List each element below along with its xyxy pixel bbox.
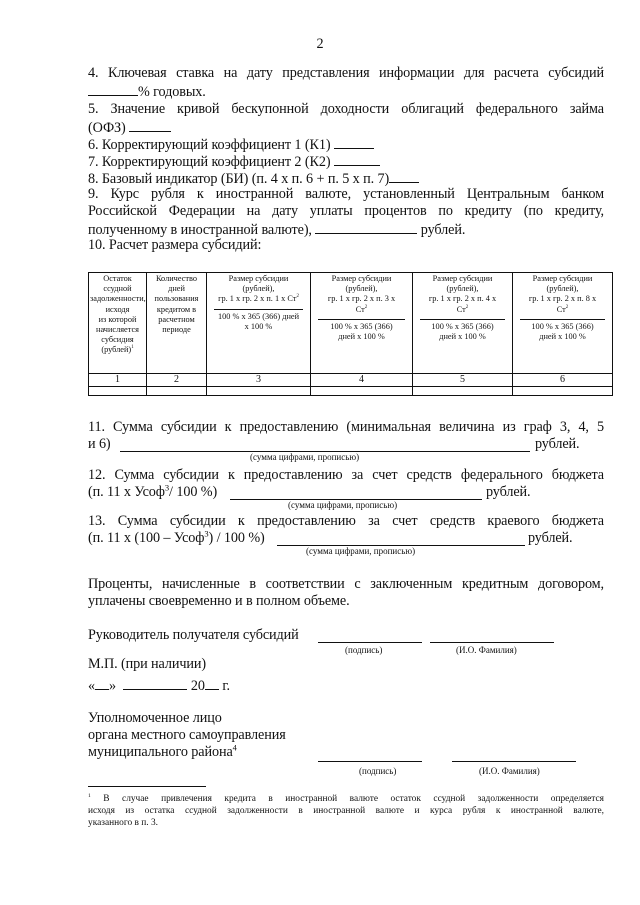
k2-blank [334, 152, 380, 166]
date-line: « » 20 г. [88, 678, 230, 694]
footnote-separator [88, 786, 206, 787]
item-10: 10. Расчет размера субсидий: [88, 237, 262, 253]
item-12-unit: рублей. [486, 484, 531, 500]
column-number: 6 [513, 374, 613, 387]
footnote-line-2: исходя из остатка ссудной задолженности в иностранной валюте и курса рубля к иностранной валюте, [88, 806, 604, 816]
item-11-line-1: 11. Сумма субсидии к предоставлению (минимальная величина из граф 3, 4, 5 [88, 419, 604, 435]
column-number: 4 [311, 374, 413, 387]
item-7: 7. Корректирующий коэффициент 2 (К2) [88, 152, 488, 171]
official-line-2: органа местного самоуправления [88, 727, 286, 743]
header-subsidy-p8: Размер субсидии (рублей), гр. 1 х гр. 2 х п. 8 х $Ст^2$ 100 % х 365 (366) дней х 100 % [513, 273, 613, 374]
date-month-blank [123, 676, 187, 690]
table-header-row [89, 273, 613, 374]
date-day-blank [95, 676, 109, 690]
k1-blank [334, 135, 374, 149]
official-name-line [452, 761, 576, 762]
item-9-line-1: 9. Курс рубля к иностранной валюте, установленный Центральным банком [88, 186, 604, 202]
item-11-prefix: и 6) [88, 436, 111, 452]
item-4-line-1: 4. Ключевая ставка на дату представления информации для расчета субсидий [88, 65, 604, 81]
ofz-blank [129, 118, 171, 132]
item-5-line-1: 5. Значение кривой бескупонной доходности облигаций федерального займа [88, 101, 604, 117]
item-11-caption: (сумма цифрами, прописью) [250, 452, 360, 462]
head-signature-line [318, 642, 422, 643]
item-5-line-2: (ОФЗ) [88, 118, 388, 137]
head-label: Руководитель получателя субсидий [88, 627, 299, 643]
official-line-1: Уполномоченное лицо [88, 710, 222, 726]
key-rate-blank [88, 82, 138, 96]
header-subsidy-p4: Размер субсидии (рублей), гр. 1 х гр. 2 х п. 4 х $Ст^2$ 100 % х 365 (366) дней х 100 % [413, 273, 513, 374]
fraction-line [318, 319, 405, 320]
official-signature-line [318, 761, 422, 762]
fraction-line [520, 319, 605, 320]
header-days: Количество дней пользования кредитом в расчетном периоде [147, 273, 207, 374]
item-13-prefix: (п. 11 х (100 – Усоф$^3$) / 100 %) [88, 528, 265, 546]
item-13-line-1: 13. Сумма субсидии к предоставлению за счет средств краевого бюджета [88, 513, 604, 529]
stamp-label: М.П. (при наличии) [88, 656, 206, 672]
subsidy-table [88, 272, 613, 396]
header-balance: Остаток ссудной задолженности, исходя из которой начисляется субсидия (рублей)$^1$ [89, 273, 147, 374]
header-subsidy-st: Размер субсидии (рублей), гр. 1 х гр. 2 х п. 1 х $Ст^2$ 100 % х 365 (366) дней х 100 % [207, 273, 311, 374]
table-empty-row [89, 387, 613, 396]
item-12-caption: (сумма цифрами, прописью) [288, 500, 398, 510]
head-name-caption: (И.О. Фамилия) [456, 645, 517, 655]
item-11-unit: рублей. [535, 436, 580, 452]
exchange-rate-blank [315, 220, 417, 234]
item-6: 6. Корректирующий коэффициент 1 (К1) [88, 135, 488, 154]
item-12-prefix: (п. 11 х Усоф$^3$/ 100 %) [88, 482, 218, 500]
official-name-caption: (И.О. Фамилия) [479, 766, 540, 776]
item-13-unit: рублей. [528, 530, 573, 546]
column-number: 5 [413, 374, 513, 387]
page-number: 2 [316, 36, 324, 52]
statement-line-1: Проценты, начисленные в соответствии с заключенным кредитным договором, [88, 576, 604, 592]
column-number: 2 [147, 374, 207, 387]
statement-line-2: уплачены своевременно и в полном объеме. [88, 593, 350, 609]
item-9-line-2: Российской Федерации на дату уплаты процентов по кредиту (по кредиту, [88, 203, 604, 219]
official-signature-caption: (подпись) [359, 766, 397, 776]
column-number: 3 [207, 374, 311, 387]
item-9-line-3: полученному в иностранной валюте), рублей. [88, 222, 466, 238]
base-indicator-blank [389, 169, 419, 183]
fraction-line [420, 319, 505, 320]
item-12-line-1: 12. Сумма субсидии к предоставлению за счет средств федерального бюджета [88, 467, 604, 483]
header-subsidy-p3: Размер субсидии (рублей), гр. 1 х гр. 2 х п. 3 х $Ст^2$ 100 % х 365 (366) дней х 100 % [311, 273, 413, 374]
head-name-line [430, 642, 554, 643]
item-13-caption: (сумма цифрами, прописью) [306, 546, 416, 556]
date-year-blank [205, 676, 219, 690]
column-number: 1 [89, 374, 147, 387]
table-number-row [89, 374, 613, 387]
footnote-line-1: $^1$ В случае привлечения кредита в иностранной валюте остаток ссудной задолженности определяется [88, 792, 604, 804]
fraction-line [214, 309, 303, 310]
item-4-line-2: % годовых. [88, 82, 388, 101]
item-8: 8. Базовый индикатор (БИ) (п. 4 х п. 6 + п. 5 х п. 7) [88, 169, 518, 188]
head-signature-caption: (подпись) [345, 645, 383, 655]
official-line-3: муниципального района$^4$ [88, 742, 237, 760]
footnote-line-3: указанного в п. 3. [88, 818, 158, 828]
